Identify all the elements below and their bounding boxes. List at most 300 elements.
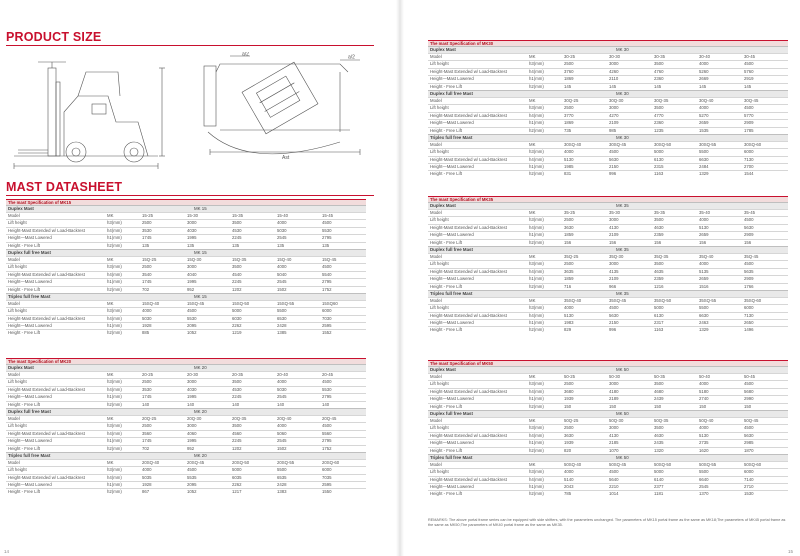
table-cell: 2500 — [564, 61, 574, 67]
row-label: Height - Free Lift — [430, 239, 463, 245]
row-unit: h2(mm) — [529, 171, 544, 177]
row-label: Lift height — [430, 149, 449, 155]
table-row — [428, 224, 788, 231]
row-unit: MK — [107, 459, 114, 465]
table-cell: 156 — [699, 239, 707, 245]
row-unit: h3(mm) — [529, 217, 544, 223]
table-cell: 5130 — [564, 312, 574, 318]
table-cell: 1163 — [654, 327, 664, 333]
table-cell: 2595 — [322, 482, 332, 488]
table-row — [428, 319, 788, 326]
table-cell: 4500 — [187, 467, 197, 473]
table-cell: 3680 — [564, 388, 574, 394]
table-cell: 1320 — [654, 447, 664, 453]
table-cell: 6535 — [277, 474, 287, 480]
remarks-note: REMARKS: The above portal frame series can be equipped with side shifters, with the parameters unchanged. The parameters of MK15 portal frame as the same as MK18;The parameters of MK45 portal frame as the same as MK50;The parameters of MK40 portal frame as the same as MK35. — [428, 518, 786, 527]
table-cell: 3000 — [609, 61, 619, 67]
table-cell: 4500 — [322, 264, 332, 270]
table-cell: 20SQ-50 — [232, 459, 250, 465]
table-cell: 4000 — [142, 308, 152, 314]
row-label: Height-Mast Extended w/ Load-Backrest — [430, 224, 507, 230]
table-row — [6, 263, 366, 270]
table-cell: 50SQ-60 — [744, 461, 762, 467]
table-cell: 30Q-30 — [609, 97, 624, 103]
mast-type-label: Duplex Mast — [8, 206, 34, 211]
table-cell: 140 — [277, 401, 285, 407]
row-unit: h1(mm) — [529, 120, 544, 126]
row-label: Height - Free Lift — [430, 127, 463, 133]
mast-type-header — [6, 293, 366, 300]
mast-type-header — [428, 90, 788, 97]
table-row — [6, 393, 366, 400]
mast-type-header — [6, 452, 366, 459]
table-row — [6, 322, 366, 329]
row-unit: h4(mm) — [107, 315, 122, 321]
table-cell: 4500 — [609, 149, 619, 155]
table-cell: 2428 — [277, 482, 287, 488]
table-row — [428, 312, 788, 319]
table-cell: 2500 — [564, 381, 574, 387]
row-label: Model — [430, 54, 442, 59]
table-cell: 50SQ-50 — [654, 461, 672, 467]
table-cell: 15SQ-45 — [187, 300, 205, 306]
row-label: Height-Mast Extended w/ Load-Backrest — [8, 430, 85, 436]
table-cell: 50SQ-40 — [564, 461, 582, 467]
table-row — [6, 415, 366, 422]
table-cell: 2710 — [744, 484, 754, 490]
mast-type-header — [428, 290, 788, 297]
table-cell: 2500 — [564, 105, 574, 111]
table-cell: 15Q-30 — [187, 256, 202, 262]
table-cell: 5530 — [187, 315, 197, 321]
table-cell: 966 — [609, 283, 617, 289]
row-label: Height-Mast Extended w/ Load-Backrest — [8, 227, 85, 233]
table-cell: 3500 — [232, 423, 242, 429]
table-cell: 145 — [699, 83, 707, 89]
row-unit: h2(mm) — [107, 401, 122, 407]
table-row — [428, 490, 788, 497]
table-cell: 6140 — [654, 476, 664, 482]
table-row — [6, 315, 366, 322]
row-unit: h1(mm) — [529, 440, 544, 446]
table-cell: 2985 — [744, 440, 754, 446]
table-cell: 2095 — [187, 482, 197, 488]
table-cell: 145 — [564, 83, 572, 89]
table-row — [6, 445, 366, 452]
table-cell: 1939 — [564, 396, 574, 402]
mast-type-label: Triplex full free Mast — [8, 452, 51, 458]
table-cell: 4500 — [744, 105, 754, 111]
row-unit: h4(mm) — [529, 268, 544, 274]
table-cell: 2500 — [142, 220, 152, 226]
table-cell: 5000 — [654, 305, 664, 311]
table-cell: 2109 — [609, 120, 619, 126]
mast-code-label: MK 15 — [194, 249, 207, 255]
table-cell: 2669 — [699, 76, 709, 82]
row-label: Lift height — [430, 61, 449, 67]
row-unit: h3(mm) — [529, 305, 544, 311]
table-row — [428, 461, 788, 468]
table-cell: 5030 — [142, 315, 152, 321]
row-unit: h2(mm) — [107, 489, 122, 495]
mast-type-label: Duplex full free Mast — [430, 410, 473, 416]
table-cell: 5630 — [744, 224, 754, 230]
table-row — [6, 378, 366, 385]
table-row — [6, 300, 366, 307]
table-row — [6, 386, 366, 393]
table-cell: 1385 — [277, 330, 287, 336]
table-cell: 150 — [609, 403, 617, 409]
row-label: Height—Mast Lowered — [8, 235, 52, 241]
table-cell: 2110 — [609, 76, 619, 82]
row-unit: h1(mm) — [107, 323, 122, 329]
book-gutter — [396, 0, 404, 556]
table-cell: 5000 — [232, 467, 242, 473]
table-cell: 1745 — [142, 279, 152, 285]
table-cell: 952 — [187, 445, 195, 451]
table-cell: 3500 — [654, 61, 664, 67]
mast-type-header — [428, 454, 788, 461]
row-label: Lift height — [8, 423, 27, 429]
row-unit: h2(mm) — [529, 403, 544, 409]
table-cell: 2795 — [322, 438, 332, 444]
mast-type-label: Duplex full free Mast — [430, 246, 473, 252]
row-label: Model — [8, 415, 20, 421]
table-row — [6, 242, 366, 249]
table-cell: 4680 — [654, 388, 664, 394]
table-cell: 1995 — [187, 394, 197, 400]
table-row — [6, 234, 366, 241]
table-cell: 2315 — [654, 164, 664, 170]
table-cell: 1202 — [232, 286, 242, 292]
section-header: The mast Specification of MK20 — [6, 358, 366, 364]
mast-type-header — [6, 205, 366, 212]
table-cell: 35SQ-50 — [654, 297, 672, 303]
row-label: Height—Mast Lowered — [430, 276, 474, 282]
row-unit: h3(mm) — [529, 149, 544, 155]
row-unit: h3(mm) — [107, 308, 122, 314]
table-cell: 1235 — [654, 127, 664, 133]
table-cell: 50Q-40 — [699, 417, 714, 423]
row-label: Height—Mast Lowered — [430, 484, 474, 490]
table-cell: 885 — [142, 330, 150, 336]
table-cell: 2500 — [142, 423, 152, 429]
table-row — [6, 422, 366, 429]
table-cell: 1870 — [744, 447, 754, 453]
table-cell: 5680 — [744, 388, 754, 394]
table-row — [6, 227, 366, 234]
table-cell: 1745 — [142, 438, 152, 444]
table-cell: 2262 — [232, 323, 242, 329]
row-label: Lift height — [8, 379, 27, 385]
table-cell: 2545 — [277, 438, 287, 444]
table-row — [428, 424, 788, 431]
table-row — [428, 476, 788, 483]
table-cell: 6130 — [654, 156, 664, 162]
table-cell: 2595 — [322, 323, 332, 329]
row-label: Height—Mast Lowered — [430, 440, 474, 446]
table-cell: 2262 — [232, 482, 242, 488]
table-cell: 2909 — [744, 276, 754, 282]
table-cell: 4760 — [654, 68, 664, 74]
table-cell: 3500 — [654, 217, 664, 223]
table-cell: 2795 — [322, 279, 332, 285]
table-cell: 50SQ-45 — [609, 461, 627, 467]
row-label: Height - Free Lift — [430, 171, 463, 177]
row-unit: MK — [529, 417, 536, 423]
table-cell: 2185 — [609, 440, 619, 446]
table-row — [428, 268, 788, 275]
row-unit: h3(mm) — [529, 105, 544, 111]
table-cell: 3770 — [564, 112, 574, 118]
table-cell: 4000 — [699, 105, 709, 111]
table-cell: 3000 — [609, 105, 619, 111]
section-header: The mast Specification of MK15 — [6, 199, 366, 205]
table-cell: 2360 — [654, 76, 664, 82]
table-cell: 4000 — [564, 469, 574, 475]
table-cell: 4500 — [322, 423, 332, 429]
table-cell: 135 — [187, 242, 195, 248]
row-unit: h4(mm) — [529, 388, 544, 394]
table-cell: 2545 — [699, 484, 709, 490]
table-cell: 2700 — [744, 164, 754, 170]
row-label: Lift height — [430, 425, 449, 431]
table-cell: 35Q-25 — [564, 253, 579, 259]
table-cell: 2150 — [609, 320, 619, 326]
table-row — [428, 304, 788, 311]
row-label: Height-Mast Extended w/ Load-Backrest — [8, 315, 85, 321]
table-row — [6, 271, 366, 278]
row-unit: h1(mm) — [529, 396, 544, 402]
row-label: Model — [8, 213, 20, 218]
table-cell: 2245 — [232, 279, 242, 285]
table-cell: 15-40 — [277, 213, 288, 218]
row-label: Height—Mast Lowered — [8, 394, 52, 400]
table-cell: 6000 — [744, 149, 754, 155]
table-cell: 5630 — [744, 432, 754, 438]
table-cell: 50SQ-55 — [699, 461, 717, 467]
table-cell: 30-30 — [609, 54, 620, 59]
row-unit: h3(mm) — [107, 220, 122, 226]
mast-type-header — [428, 366, 788, 373]
row-unit: MK — [529, 210, 536, 215]
row-unit: h2(mm) — [529, 491, 544, 497]
table-cell: 1766 — [744, 283, 754, 289]
table-cell: 35SQ-40 — [564, 297, 582, 303]
table-cell: 6000 — [322, 467, 332, 473]
mast-code-label: MK 35 — [616, 290, 629, 296]
table-cell: 4180 — [609, 388, 619, 394]
row-label: Height—Mast Lowered — [430, 164, 474, 170]
table-cell: 5000 — [654, 149, 664, 155]
table-cell: 2150 — [609, 164, 619, 170]
mast-type-header — [6, 408, 366, 415]
table-cell: 4040 — [187, 271, 197, 277]
table-cell: 30Q-40 — [699, 97, 714, 103]
table-row — [428, 297, 788, 304]
row-unit: h2(mm) — [529, 447, 544, 453]
table-cell: 2359 — [654, 276, 664, 282]
table-cell: 20Q-35 — [232, 415, 247, 421]
section-header: The mast Specification of MK30 — [428, 40, 788, 46]
table-cell: 30-25 — [564, 54, 575, 59]
table-cell: 156 — [609, 239, 617, 245]
table-cell: 4500 — [322, 379, 332, 385]
row-unit: h4(mm) — [529, 156, 544, 162]
row-unit: h4(mm) — [529, 312, 544, 318]
mast-type-header — [6, 249, 366, 256]
row-label: Model — [430, 461, 442, 467]
table-cell: 1370 — [699, 491, 709, 497]
table-cell: 50Q-45 — [744, 417, 759, 423]
table-cell: 7130 — [744, 312, 754, 318]
dim-label-a2-top: a/2 — [242, 52, 249, 58]
row-unit: h2(mm) — [529, 83, 544, 89]
table-cell: 20-25 — [142, 372, 153, 377]
table-cell: 5130 — [564, 156, 574, 162]
mast-spec-mk50 — [428, 360, 788, 498]
table-cell: 20-40 — [277, 372, 288, 377]
table-cell: 2735 — [699, 440, 709, 446]
table-row — [428, 483, 788, 490]
row-label: Height—Mast Lowered — [430, 76, 474, 82]
table-cell: 4500 — [744, 425, 754, 431]
table-cell: 1552 — [322, 330, 332, 336]
table-row — [428, 447, 788, 454]
table-cell: 2909 — [744, 120, 754, 126]
mast-code-label: MK 15 — [194, 206, 207, 211]
row-label: Height - Free Lift — [8, 401, 41, 407]
row-label: Height—Mast Lowered — [430, 120, 474, 126]
table-cell: 5030 — [277, 227, 287, 233]
row-unit: h4(mm) — [107, 474, 122, 480]
table-cell: 3500 — [232, 379, 242, 385]
table-cell: 5035 — [142, 474, 152, 480]
table-cell: 15Q-35 — [232, 256, 247, 262]
table-row — [428, 83, 788, 90]
table-cell: 4530 — [232, 227, 242, 233]
table-cell: 3760 — [564, 68, 574, 74]
table-cell: 3540 — [142, 271, 152, 277]
table-cell: 4260 — [609, 68, 619, 74]
table-cell: 5640 — [609, 476, 619, 482]
table-cell: 4500 — [609, 469, 619, 475]
row-label: Height-Mast Extended w/ Load-Backrest — [430, 476, 507, 482]
table-cell: 1052 — [187, 330, 197, 336]
row-label: Model — [430, 210, 442, 215]
table-cell: 5500 — [699, 305, 709, 311]
row-label: Height-Mast Extended w/ Load-Backrest — [430, 388, 507, 394]
table-cell: 145 — [609, 83, 617, 89]
row-unit: h2(mm) — [107, 445, 122, 451]
row-label: Height-Mast Extended w/ Load-Backrest — [8, 271, 85, 277]
table-cell: 35-35 — [654, 210, 665, 215]
row-label: Height - Free Lift — [8, 489, 41, 495]
table-cell: 5130 — [699, 224, 709, 230]
table-cell: 2909 — [744, 232, 754, 238]
table-row — [428, 209, 788, 216]
table-cell: 4060 — [187, 430, 197, 436]
table-cell: 4000 — [277, 423, 287, 429]
table-cell: 4130 — [609, 432, 619, 438]
table-cell: 35Q-45 — [744, 253, 759, 259]
table-cell: 15SQ-50 — [232, 300, 250, 306]
table-cell: 140 — [232, 401, 240, 407]
table-cell: 1928 — [142, 482, 152, 488]
product-size-title: PRODUCT SIZE — [6, 30, 102, 44]
table-cell: 2360 — [654, 120, 664, 126]
table-cell: 4630 — [654, 432, 664, 438]
mast-spec-mk35 — [428, 196, 788, 334]
table-cell: 30Q-25 — [564, 97, 579, 103]
table-cell: 952 — [187, 286, 195, 292]
table-cell: 2659 — [699, 276, 709, 282]
table-cell: 135 — [322, 242, 330, 248]
table-cell: 5040 — [277, 271, 287, 277]
table-cell: 785 — [564, 491, 572, 497]
row-unit: h1(mm) — [529, 276, 544, 282]
table-row — [6, 371, 366, 378]
mast-type-header — [6, 364, 366, 371]
table-cell: 1869 — [564, 76, 574, 82]
table-row — [428, 326, 788, 333]
row-unit: h1(mm) — [529, 320, 544, 326]
row-unit: h4(mm) — [529, 68, 544, 74]
table-cell: 1516 — [699, 283, 709, 289]
table-cell: 5000 — [654, 469, 664, 475]
table-cell: 1329 — [699, 171, 709, 177]
mast-type-label: Triplex full free Mast — [8, 293, 51, 299]
table-cell: 2659 — [699, 120, 709, 126]
dim-label-ast: Ast — [282, 155, 290, 161]
table-cell: 2990 — [744, 396, 754, 402]
table-cell: 3560 — [142, 430, 152, 436]
table-row — [6, 278, 366, 285]
table-cell: 35Q-35 — [654, 253, 669, 259]
table-cell: 4030 — [187, 386, 197, 392]
table-cell: 30Q-35 — [654, 97, 669, 103]
table-row — [6, 219, 366, 226]
table-cell: 5500 — [699, 469, 709, 475]
table-cell: 5500 — [277, 467, 287, 473]
table-cell: 5140 — [564, 476, 574, 482]
table-cell: 2500 — [142, 379, 152, 385]
row-label: Lift height — [8, 220, 27, 226]
table-cell: 50-25 — [564, 374, 575, 379]
table-cell: 2500 — [564, 217, 574, 223]
table-cell: 5260 — [699, 68, 709, 74]
table-cell: 2109 — [609, 276, 619, 282]
table-cell: 4000 — [277, 220, 287, 226]
row-unit: h1(mm) — [529, 232, 544, 238]
table-row — [6, 401, 366, 408]
table-cell: 30Q-45 — [744, 97, 759, 103]
table-cell: 20SQ-60 — [322, 459, 340, 465]
table-cell: 35-30 — [609, 210, 620, 215]
row-label: Lift height — [8, 467, 27, 473]
table-cell: 50Q-25 — [564, 417, 579, 423]
row-label: Height - Free Lift — [8, 286, 41, 292]
table-cell: 3000 — [609, 425, 619, 431]
table-cell: 6630 — [699, 156, 709, 162]
table-cell: 1502 — [277, 445, 287, 451]
table-row — [6, 481, 366, 488]
table-cell: 150 — [699, 403, 707, 409]
table-cell: 6035 — [232, 474, 242, 480]
table-cell: 1752 — [322, 286, 332, 292]
row-label: Model — [430, 417, 442, 423]
row-unit: h4(mm) — [529, 476, 544, 482]
